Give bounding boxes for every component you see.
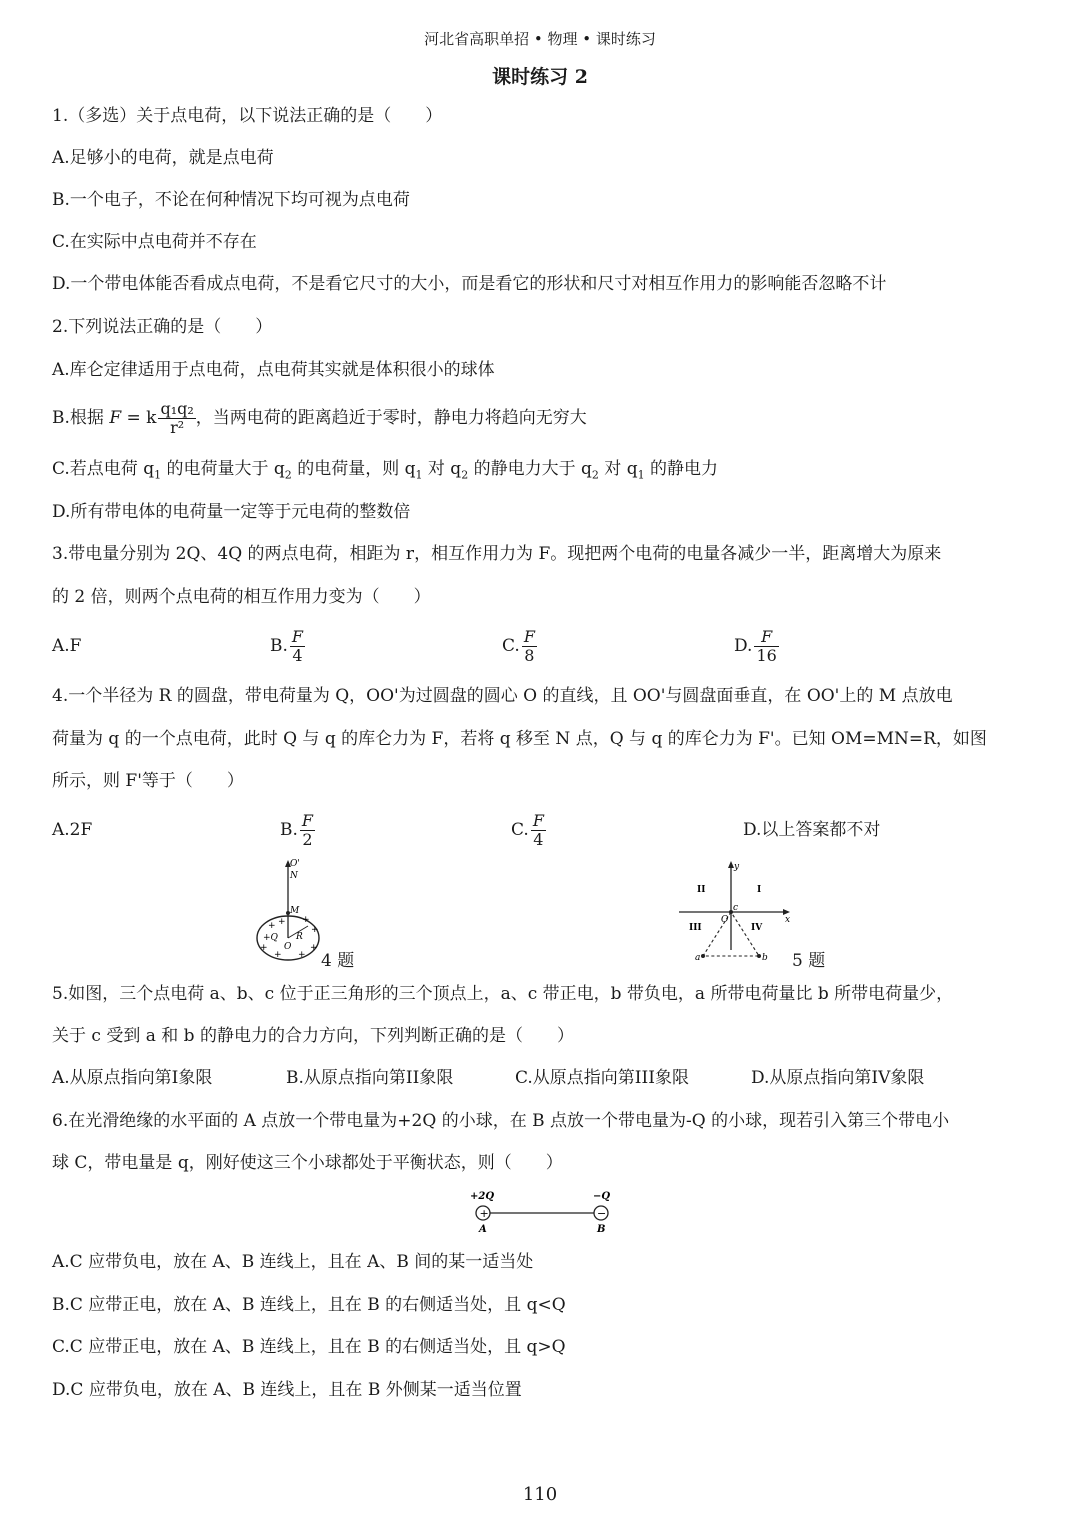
plus-sign: + — [298, 950, 306, 960]
q5-option-b: B.从原点指向第II象限 — [286, 1068, 454, 1088]
q4-option-d: D.以上答案都不对 — [743, 820, 881, 840]
numerator: F — [523, 627, 535, 646]
label-a: a — [695, 953, 701, 963]
q3-stem-line2: 的 2 倍，则两个点电荷的相互作用力变为（ ） — [52, 587, 431, 607]
q4-option-b — [280, 810, 315, 850]
denominator: 4 — [292, 646, 303, 665]
q2-c-part: C.若点电荷 q — [52, 459, 155, 479]
q5-option-c: C.从原点指向第III象限 — [515, 1068, 689, 1088]
figure5-caption: 5 题 — [792, 951, 826, 971]
fraction — [522, 628, 537, 665]
q4-option-a: A.2F — [52, 820, 93, 840]
subscript: 1 — [637, 468, 645, 482]
quadrant-iv: IV — [751, 923, 763, 933]
plus-sign: + — [310, 943, 318, 953]
q2-option-c — [52, 459, 1032, 485]
label-origin: O — [721, 915, 729, 925]
q4-stem-line2: 荷量为 q 的一个点电荷，此时 Q 与 q 的库仑力为 F，若将 q 移至 N 点，Q 与 q 的库仑力为 F'。已知 OM=MN=R，如图 — [52, 729, 987, 749]
q2-option-a: A.库仑定律适用于点电荷，点电荷其实就是体积很小的球体 — [52, 360, 495, 380]
label-r: R — [296, 932, 303, 942]
fraction — [531, 812, 546, 849]
label-n: N — [290, 871, 298, 881]
q1-option-c: C.在实际中点电荷并不存在 — [52, 232, 257, 252]
q6-option-d: D.C 应带负电，放在 A、B 连线上，且在 B 外侧某一适当位置 — [52, 1380, 522, 1400]
q3-option-c — [502, 626, 537, 666]
numerator: F — [532, 811, 544, 830]
plus-sign: + — [274, 950, 282, 960]
label-y: y — [734, 862, 740, 872]
q4-option-c — [511, 810, 546, 850]
figure4-caption: 4 题 — [321, 951, 355, 971]
q2-c-part: 的电荷量大于 q — [161, 459, 285, 479]
label-a: A — [479, 1224, 487, 1234]
label-c: c — [733, 903, 739, 913]
q2-c-part: 的静电力大于 q — [468, 459, 592, 479]
page-title: 课时练习 2 — [492, 66, 588, 88]
q3-option-b — [270, 626, 305, 666]
plus-sign: + — [260, 943, 268, 953]
plus-sign: + — [268, 921, 276, 931]
q4-stem-line1: 4.一个半径为 R 的圆盘，带电荷量为 Q，OO'为过圆盘的圆心 O 的直线，且 OO'与圆盘面垂直，在 OO'上的 M 点放电 — [52, 686, 953, 706]
fraction — [300, 812, 315, 849]
plus-sign: + — [302, 915, 310, 925]
q5-option-d: D.从原点指向第IV象限 — [751, 1068, 925, 1088]
quadrant-i: I — [757, 885, 762, 895]
point-a — [701, 954, 705, 958]
q1-option-b: B.一个电子，不论在何种情况下均可视为点电荷 — [52, 190, 410, 210]
q2-b-prefix: B.根据 — [52, 408, 110, 428]
q6-stem-line2: 球 C，带电量是 q，刚好使这三个小球都处于平衡状态，则（ ） — [52, 1153, 563, 1173]
q2-b-force: F — [109, 408, 122, 428]
two-charges-figure — [466, 1186, 616, 1234]
option-label: C. — [502, 636, 520, 656]
plus-sign: + — [311, 925, 319, 935]
page-number: 110 — [522, 1484, 558, 1505]
q6-option-b: B.C 应带正电，放在 A、B 连线上，且在 B 的右侧适当处，且 q<Q — [52, 1295, 566, 1315]
q2-stem: 2.下列说法正确的是（ ） — [52, 317, 273, 337]
q6-option-a: A.C 应带负电，放在 A、B 连线上，且在 A、B 间的某一适当处 — [52, 1252, 534, 1272]
label-plus-2q: +2Q — [470, 1191, 495, 1202]
coulomb-denominator: r² — [170, 418, 185, 437]
q5-stem-line1: 5.如图，三个点电荷 a、b、c 位于正三角形的三个顶点上，a、c 带正电，b 带负电，a 所带电荷量比 b 所带电荷量少， — [52, 984, 954, 1004]
q2-c-part: 的电荷量，则 q — [291, 459, 416, 479]
label-m: M — [290, 906, 300, 916]
q2-option-b — [52, 398, 1032, 438]
coulomb-fraction — [158, 400, 195, 437]
q3-option-d — [734, 626, 779, 666]
q6-stem-line1: 6.在光滑绝缘的水平面的 A 点放一个带电量为+2Q 的小球，在 B 点放一个带电量为-Q 的小球，现若引入第三个带电小 — [52, 1111, 950, 1131]
denominator: 4 — [533, 830, 544, 849]
label-o: O — [284, 942, 292, 952]
q6-option-c: C.C 应带正电，放在 A、B 连线上，且在 B 的右侧适当处，且 q>Q — [52, 1337, 566, 1357]
q2-b-eq: = k — [121, 408, 157, 428]
subscript: 2 — [284, 468, 292, 482]
quadrant-ii: II — [697, 885, 706, 895]
subscript: 2 — [591, 468, 599, 482]
q3-stem-line1: 3.带电量分别为 2Q、4Q 的两点电荷，相距为 r，相互作用力为 F。现把两个电荷的电量各减少一半，距离增大为原来 — [52, 544, 942, 564]
triangle-axes-figure — [675, 858, 795, 964]
subscript: 1 — [154, 468, 162, 482]
denominator: 16 — [756, 646, 777, 665]
label-o-prime: O' — [290, 859, 300, 869]
coulomb-numerator: q₁q₂ — [160, 399, 194, 418]
q3-option-a: A.F — [52, 636, 82, 656]
numerator: F — [301, 811, 314, 830]
label-b: b — [762, 953, 768, 963]
numerator: F — [754, 628, 778, 647]
label-x: x — [785, 915, 791, 925]
q5-option-a: A.从原点指向第I象限 — [52, 1068, 213, 1088]
option-label: B. — [280, 820, 298, 840]
option-label: D. — [734, 636, 753, 656]
q4-stem-line3: 所示，则 F'等于（ ） — [52, 771, 244, 791]
denominator: 2 — [302, 830, 313, 849]
point-b — [757, 954, 761, 958]
q2-c-part: 对 q — [422, 459, 462, 479]
quadrant-iii: III — [689, 923, 702, 933]
q1-stem: 1.（多选）关于点电荷，以下说法正确的是（ ） — [52, 106, 443, 126]
subscript: 2 — [461, 468, 469, 482]
label-b: B — [597, 1224, 606, 1234]
label-minus-q: −Q — [593, 1191, 611, 1202]
disc-figure — [250, 858, 330, 970]
option-label: C. — [511, 820, 529, 840]
q2-option-d: D.所有带电体的电荷量一定等于元电荷的整数倍 — [52, 502, 411, 522]
denominator: 8 — [524, 646, 535, 665]
label-q: +Q — [263, 933, 278, 943]
subscript: 1 — [415, 468, 423, 482]
running-header: 河北省高职单招 • 物理 • 课时练习 — [424, 30, 656, 48]
minus-icon: − — [597, 1207, 607, 1220]
q2-b-suffix: ，当两电荷的距离趋近于零时，静电力将趋向无穷大 — [195, 408, 587, 428]
option-label: B. — [270, 636, 288, 656]
q5-stem-line2: 关于 c 受到 a 和 b 的静电力的合力方向，下列判断正确的是（ ） — [52, 1026, 574, 1046]
q1-option-d: D.一个带电体能否看成点电荷，不是看它尺寸的大小，而是看它的形状和尺寸对相互作用力的影响能否忽略不计 — [52, 274, 887, 294]
plus-icon: + — [479, 1207, 489, 1220]
fraction — [754, 628, 778, 665]
fraction — [290, 628, 305, 665]
q1-option-a: A.足够小的电荷，就是点电荷 — [52, 148, 274, 168]
q2-c-part: 对 q — [598, 459, 638, 479]
q2-c-part: 的静电力 — [644, 459, 719, 479]
plus-sign: + — [278, 917, 286, 927]
numerator: F — [291, 627, 304, 646]
